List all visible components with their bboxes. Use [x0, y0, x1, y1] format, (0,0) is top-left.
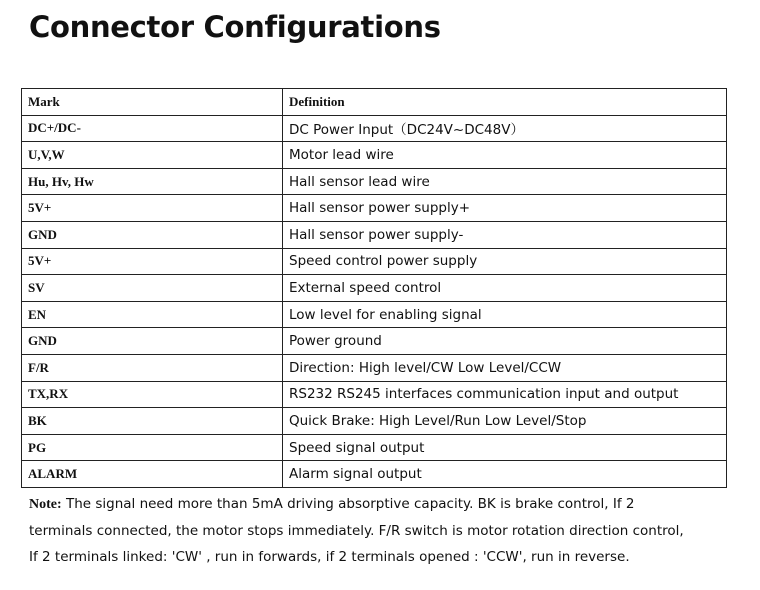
mark-cell: 5V+: [22, 195, 283, 222]
definition-cell: DC Power Input（DC24V~DC48V）: [283, 115, 727, 142]
definition-cell: External speed control: [283, 275, 727, 302]
table-row: [22, 408, 727, 435]
table-row: [22, 248, 727, 275]
column-header-mark: Mark: [22, 89, 283, 116]
definition-cell: Hall sensor power supply+: [283, 195, 727, 222]
table-row: [22, 381, 727, 408]
table-row: [22, 142, 727, 169]
note-label: Note:: [29, 497, 62, 512]
table-row: [22, 328, 727, 355]
mark-cell: PG: [22, 434, 283, 461]
note-line-3: If 2 terminals linked: 'CW' , run in forwards, if 2 terminals opened : 'CCW', run in reverse.: [29, 549, 630, 565]
definition-cell: RS232 RS245 interfaces communication input and output: [283, 381, 727, 408]
mark-cell: TX,RX: [22, 381, 283, 408]
table-row: [22, 354, 727, 381]
note-line-2: terminals connected, the motor stops immediately. F/R switch is motor rotation direction control,: [29, 523, 684, 539]
mark-cell: SV: [22, 275, 283, 302]
table-row: [22, 221, 727, 248]
column-header-definition: Definition: [283, 89, 727, 116]
mark-cell: Hu, Hv, Hw: [22, 168, 283, 195]
table-row: [22, 301, 727, 328]
connector-table: [21, 88, 727, 488]
mark-cell: BK: [22, 408, 283, 435]
definition-cell: Speed control power supply: [283, 248, 727, 275]
mark-cell: GND: [22, 221, 283, 248]
definition-cell: Quick Brake: High Level/Run Low Level/Stop: [283, 408, 727, 435]
note-paragraph: [29, 491, 744, 570]
note-line-1: [29, 491, 744, 518]
note-text-1: The signal need more than 5mA driving absorptive capacity. BK is brake control, If 2: [61, 496, 635, 512]
definition-cell: Direction: High level/CW Low Level/CCW: [283, 354, 727, 381]
page-title: Connector Configurations: [29, 10, 441, 44]
definition-cell: Power ground: [283, 328, 727, 355]
definition-cell: Hall sensor lead wire: [283, 168, 727, 195]
table-row: [22, 195, 727, 222]
definition-cell: Speed signal output: [283, 434, 727, 461]
definition-cell: Low level for enabling signal: [283, 301, 727, 328]
mark-cell: GND: [22, 328, 283, 355]
mark-cell: F/R: [22, 354, 283, 381]
mark-cell: DC+/DC-: [22, 115, 283, 142]
mark-cell: EN: [22, 301, 283, 328]
definition-cell: Motor lead wire: [283, 142, 727, 169]
table-row: [22, 434, 727, 461]
mark-cell: 5V+: [22, 248, 283, 275]
table-row: [22, 115, 727, 142]
definition-cell: Hall sensor power supply-: [283, 221, 727, 248]
definition-cell: Alarm signal output: [283, 461, 727, 488]
table-header-row: [22, 89, 727, 116]
table-row: [22, 461, 727, 488]
mark-cell: U,V,W: [22, 142, 283, 169]
table-row: [22, 275, 727, 302]
table-row: [22, 168, 727, 195]
mark-cell: ALARM: [22, 461, 283, 488]
